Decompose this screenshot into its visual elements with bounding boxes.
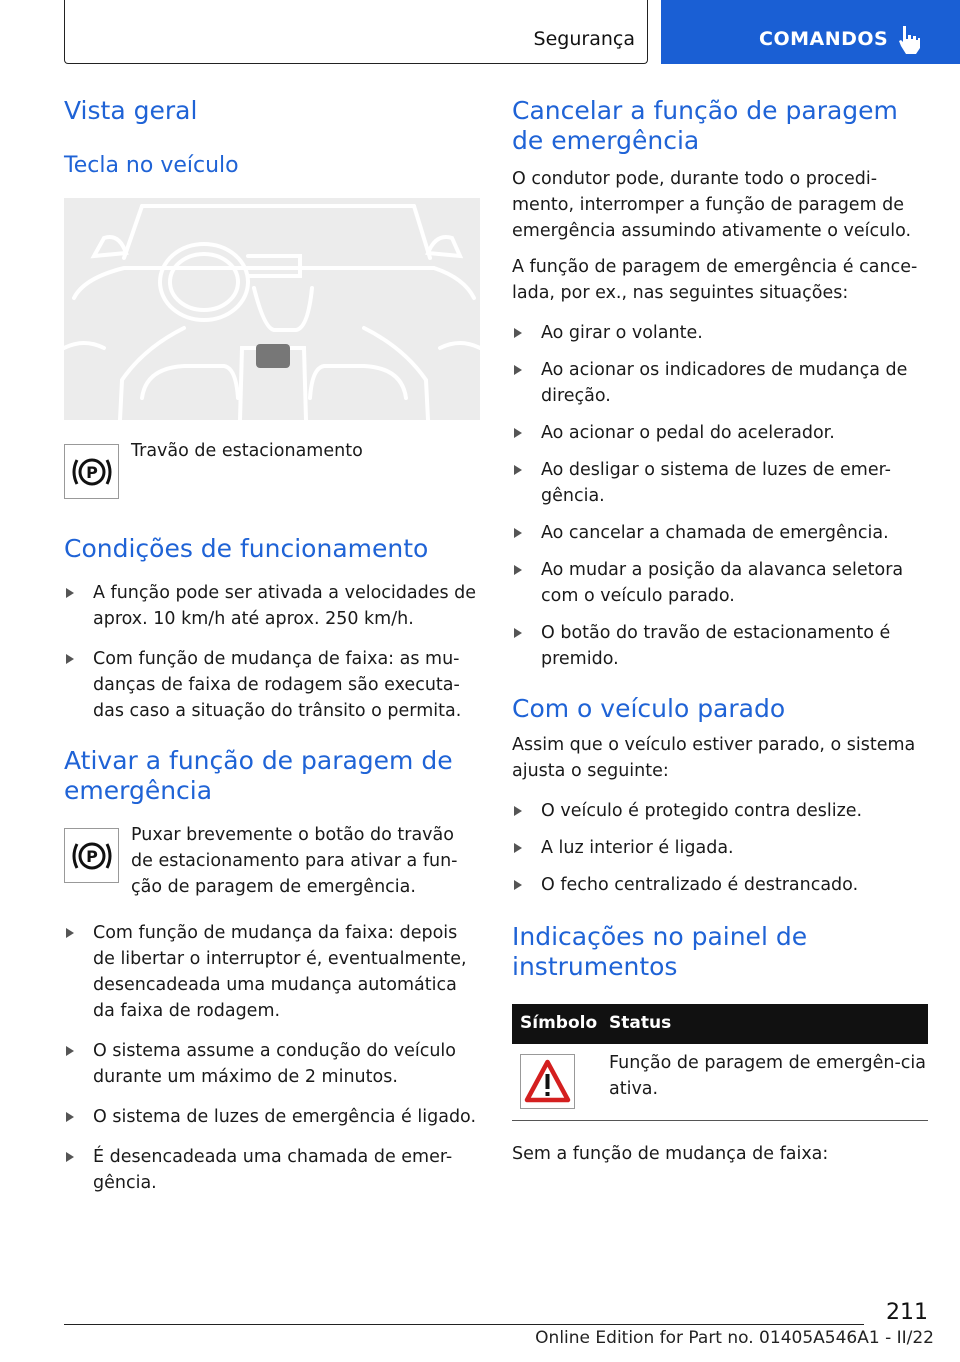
- list-item: Com função de mudança da faixa: depois de libertar o interruptor é, eventualmente, desencadeada uma mudança automática da faixa de rodagem.: [64, 920, 480, 1024]
- cockpit-illustration: [64, 198, 480, 420]
- activate-instruction-text: Puxar brevemente o botão do travão de estacionamento para ativar a fun-ção de paragem de emergência.: [131, 825, 458, 897]
- header-chapter-title: COMANDOS: [759, 28, 889, 50]
- pointing-hand-icon: [897, 24, 921, 56]
- table-header-status: Status: [609, 1013, 672, 1033]
- list-item: Ao mudar a posição da alavanca seletora com o veículo parado.: [512, 557, 928, 609]
- vehicle-stopped-heading: Com o veículo parado: [512, 694, 786, 723]
- table-row: [512, 1044, 928, 1121]
- list-item: A função pode ser ativada a velocidades de aprox. 10 km/h até aprox. 250 km/h.: [64, 580, 480, 632]
- cockpit-drawing: [64, 198, 480, 420]
- footer-edition: Online Edition for Part no. 01405A546A1 - II/22: [535, 1328, 934, 1348]
- instrument-panel-indications-heading: Indicações no painel de instrumentos: [512, 922, 808, 981]
- list-item: Ao girar o volante.: [512, 320, 928, 346]
- parking-brake-legend: [64, 438, 480, 502]
- without-lane-change-text: Sem a função de mudança de faixa:: [512, 1144, 829, 1164]
- activate-instruction: [64, 822, 480, 900]
- header-chapter-tab[interactable]: [661, 0, 960, 64]
- cancel-paragraph-2: A função de paragem de emergência é cance-lada, por ex., nas seguintes situações:: [512, 257, 918, 303]
- parking-brake-icon: [71, 453, 113, 491]
- list-item: Ao acionar os indicadores de mudança de direção.: [512, 357, 928, 409]
- cancel-emergency-stop-heading: Cancelar a função de paragem de emergência: [512, 96, 898, 155]
- cancel-paragraph-1: O condutor pode, durante todo o procedi-mento, interromper a função de paragem de emergência assumindo ativamente o veículo.: [512, 169, 912, 241]
- vehicle-stopped-text: Assim que o veículo estiver parado, o sistema ajusta o seguinte:: [512, 735, 916, 781]
- parking-brake-label: Travão de estacionamento: [131, 441, 363, 461]
- header-section-title: Segurança: [533, 28, 635, 50]
- table-header-symbol: Símbolo: [520, 1013, 598, 1033]
- list-item: O fecho centralizado é destrancado.: [512, 872, 928, 898]
- conditions-list: [64, 580, 480, 724]
- overview-heading: Vista geral: [64, 96, 198, 125]
- list-item: Ao cancelar a chamada de emergência.: [512, 520, 928, 546]
- list-item: O sistema de luzes de emergência é ligado.: [64, 1104, 480, 1130]
- list-item: O veículo é protegido contra deslize.: [512, 798, 928, 824]
- key-in-vehicle-heading: Tecla no veículo: [64, 153, 239, 178]
- table-row-status: Função de paragem de emergên-cia ativa.: [609, 1053, 926, 1099]
- list-item: O botão do travão de estacionamento é premido.: [512, 620, 928, 672]
- indications-table: [512, 1004, 928, 1121]
- vehicle-stopped-list: [512, 798, 928, 898]
- svg-text:P: P: [86, 463, 98, 482]
- footer-divider: [64, 1324, 864, 1325]
- parking-brake-button-box: [64, 444, 119, 499]
- svg-text:P: P: [86, 847, 98, 866]
- list-item: Ao acionar o pedal do acelerador.: [512, 420, 928, 446]
- parking-brake-button-box: [64, 828, 119, 883]
- activation-effects-list: [64, 920, 480, 1196]
- list-item: O sistema assume a condução do veículo durante um máximo de 2 minutos.: [64, 1038, 480, 1090]
- list-item: Ao desligar o sistema de luzes de emer-gência.: [512, 457, 928, 509]
- list-item: Com função de mudança de faixa: as mu-danças de faixa de rodagem são executa-das caso a situação do trânsito o permita.: [64, 646, 480, 724]
- right-column: [512, 96, 928, 1167]
- warning-symbol-box: [520, 1054, 575, 1109]
- cancel-situations-list: [512, 320, 928, 672]
- table-header: [512, 1004, 928, 1044]
- list-item: É desencadeada uma chamada de emer-gência.: [64, 1144, 480, 1196]
- header-section-box: [64, 0, 648, 64]
- list-item: A luz interior é ligada.: [512, 835, 928, 861]
- warning-triangle-icon: [521, 1055, 574, 1108]
- operating-conditions-heading: Condições de funcionamento: [64, 534, 429, 563]
- page-number: 211: [886, 1300, 928, 1325]
- left-column: [64, 96, 480, 1196]
- parking-brake-icon: [71, 837, 113, 875]
- activate-emergency-stop-heading: Ativar a função de paragem de emergência: [64, 746, 453, 805]
